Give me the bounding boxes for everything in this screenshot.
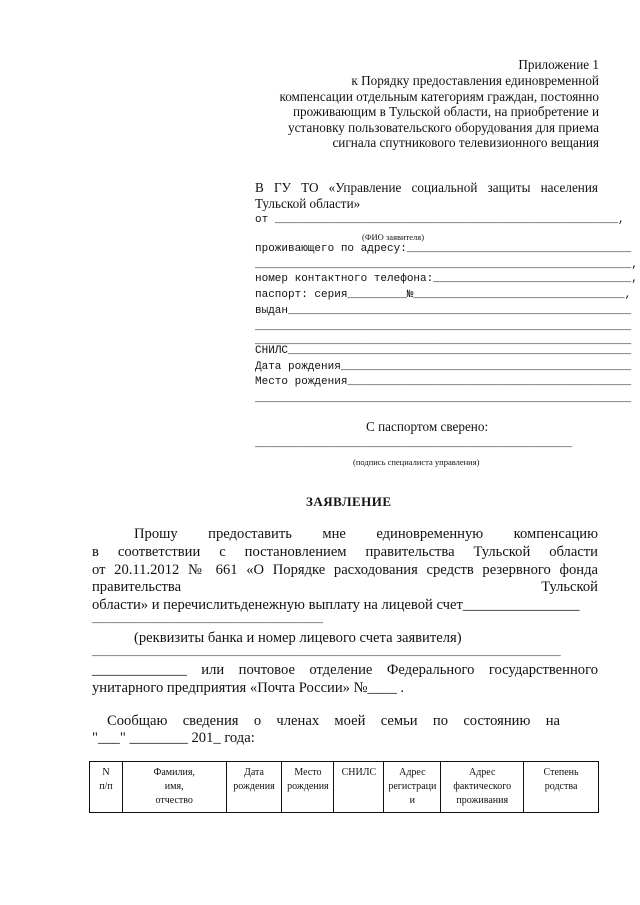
birth-date-field: Дата рождения____________________________________________ <box>255 361 632 373</box>
verification-label: С паспортом сверено: <box>366 419 489 434</box>
birth-place-field: Место рождения___________________________________________ <box>255 376 632 388</box>
request-line-8: _____________ или почтовое отделение Федерального государственного <box>92 662 598 678</box>
appendix-line-3: компенсации отдельным категориям граждан, постоянно <box>279 89 599 104</box>
appendix-line-1: Приложение 1 <box>518 57 599 72</box>
request-line-2: в соответствии с постановлением правительства Тульской области <box>92 544 598 560</box>
from-field: от ____________________________________________________, <box>255 214 625 226</box>
column-header: N п/п <box>90 762 123 813</box>
verification-caption: (подпись специалиста управления) <box>353 457 480 467</box>
addressee-line-1: В ГУ ТО «Управление социальной защиты населения <box>255 180 598 195</box>
issued-field: выдан____________________________________________________ <box>255 305 632 317</box>
request-line-5: области» и перечислитьденежную выплату на лицевой счет________________ <box>92 597 580 613</box>
address-field: проживающего по адресу:__________________________________ <box>255 243 632 255</box>
column-header: Адрес регистраци и <box>384 762 441 813</box>
verification-signature-blank: ________________________________________________ <box>255 438 572 450</box>
family-members-table <box>89 761 599 813</box>
column-header: Фамилия, имя, отчество <box>122 762 226 813</box>
request-line-4-right: Тульской <box>541 579 598 595</box>
appendix-line-4: проживающим в Тульской области, на приобретение и <box>292 104 599 119</box>
addressee-line-2: Тульской области» <box>255 196 361 211</box>
issued-field-continued-1: _________________________________________________________ <box>255 321 632 333</box>
issued-field-continued-2: _________________________________________________________ <box>255 335 632 347</box>
members-line-1: Сообщаю сведения о членах моей семьи по состоянию на <box>107 713 560 729</box>
appendix-line-2: к Порядку предоставления единовременной <box>351 73 599 88</box>
column-header: Место рождения <box>282 762 334 813</box>
snils-field: СНИЛС____________________________________________________ <box>255 345 632 357</box>
request-line-6: ___________________________________ <box>92 614 324 626</box>
appendix-line-6: сигнала спутникового телевизионного вещания <box>332 135 599 150</box>
column-header: Дата рождения <box>226 762 282 813</box>
appendix-line-5: установку пользовательского оборудования для приема <box>287 120 599 135</box>
passport-field: паспорт: серия_________№________________________________, <box>255 289 632 301</box>
request-line-4-left: правительства <box>92 579 182 595</box>
address-field-continued: _________________________________________________________, <box>255 259 638 271</box>
phone-field: номер контактного телефона:______________________________, <box>255 273 638 285</box>
request-line-9: унитарного предприятия «Почта России» №____ . <box>92 680 405 696</box>
birth-place-continued: _________________________________________________________ <box>255 393 632 405</box>
column-header: СНИЛС <box>334 762 384 813</box>
column-header: Степень родства <box>524 762 599 813</box>
request-line-1: Прошу предоставить мне единовременную компенсацию <box>134 526 598 542</box>
request-line-7: _______________________________________________________________________ <box>92 647 561 659</box>
document-title: ЗАЯВЛЕНИЕ <box>306 494 392 509</box>
fio-caption: (ФИО заявителя) <box>362 232 425 242</box>
members-line-2: "___" ________ 201_ года: <box>92 730 255 746</box>
bank-details-caption: (реквизиты банка и номер лицевого счета заявителя) <box>134 630 462 646</box>
request-line-3: от 20.11.2012 № 661 «О Порядке расходования средств резервного фонда <box>92 562 598 578</box>
table-header-row <box>90 762 599 813</box>
column-header: Адрес фактического проживания <box>441 762 524 813</box>
